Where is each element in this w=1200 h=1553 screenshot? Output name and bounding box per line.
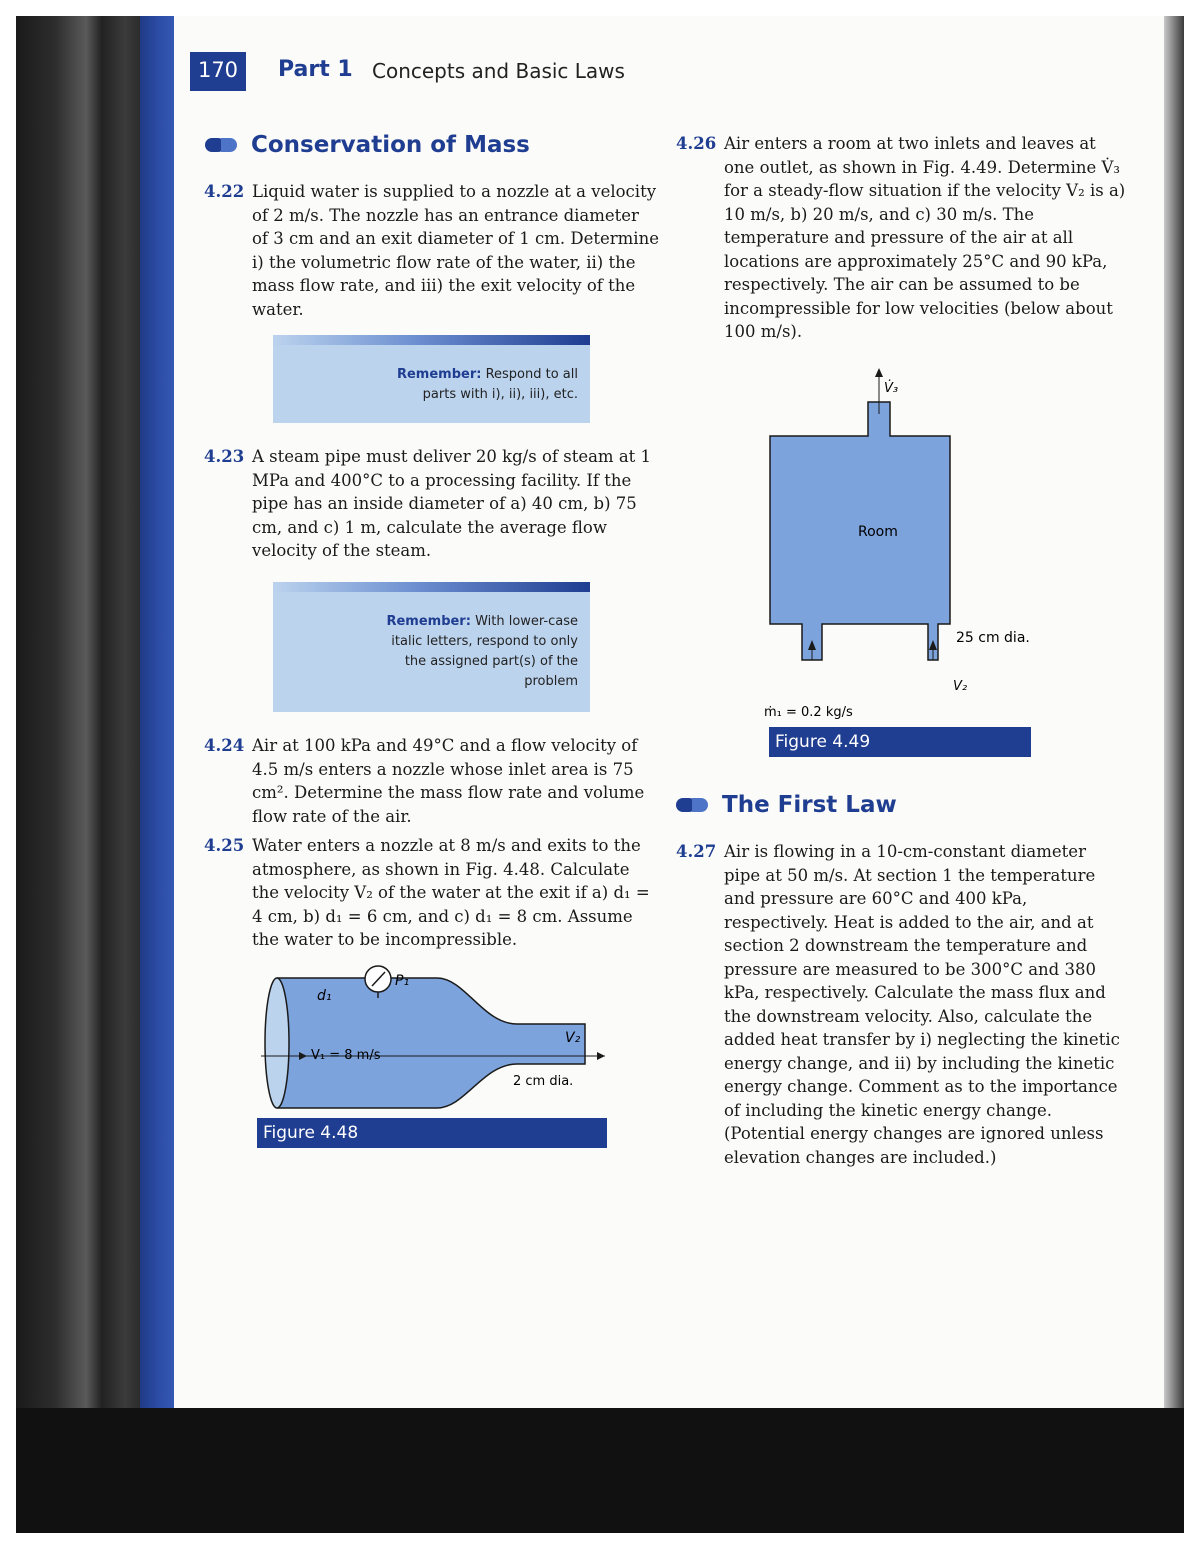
scan-bottom-area bbox=[16, 1408, 1184, 1533]
section-title: The First Law bbox=[722, 792, 897, 818]
problem-number: 4.22 bbox=[204, 182, 245, 201]
remember-callout-1 bbox=[273, 345, 590, 423]
section-bullet-icon bbox=[205, 138, 243, 152]
figure-caption-4-48: Figure 4.48 bbox=[257, 1118, 607, 1148]
problem-4-23 bbox=[204, 445, 659, 563]
label-d1: d₁ bbox=[317, 988, 332, 1004]
figure-4-48-nozzle bbox=[255, 960, 615, 1120]
remember-label: Remember: bbox=[396, 367, 482, 382]
problem-number: 4.26 bbox=[676, 134, 717, 153]
label-v3: V̇₃ bbox=[884, 381, 899, 396]
callout-bar bbox=[273, 582, 590, 592]
exit-arrow-icon bbox=[597, 1052, 605, 1060]
page-number: 170 bbox=[190, 52, 246, 88]
page-blue-edge bbox=[140, 16, 174, 1411]
problem-number: 4.25 bbox=[204, 836, 245, 855]
part-title: Concepts and Basic Laws bbox=[372, 59, 625, 83]
problem-4-25 bbox=[204, 834, 659, 952]
label-v2: V₂ bbox=[565, 1030, 581, 1046]
label-exit-diameter: 2 cm dia. bbox=[513, 1074, 574, 1089]
nozzle-inlet-face bbox=[265, 978, 289, 1108]
problem-text: Water enters a nozzle at 8 m/s and exits to the atmosphere, as shown in Fig. 4.48. Calculate the velocity V₂ of the water at the exit if a) d₁ = 4 cm, b) d₁ = 6 cm, and c) d₁ = 8 cm. Assume the water to be incompressible. bbox=[252, 836, 650, 949]
problem-text: Air at 100 kPa and 49°C and a flow velocity of 4.5 m/s enters a nozzle whose inlet area is 75 cm². Determine the mass flow rate and volume flow rate of the air. bbox=[252, 736, 645, 826]
problem-text: Air is flowing in a 10-cm-constant diameter pipe at 50 m/s. At section 1 the temperature and pressure are 60°C and 400 kPa, respectively. Heat is added to the air, and at section 2 downstream the temperature and pressure are measured to be 300°C and 380 kPa, respectively. Calculate the mass flux and the downstream velocity. Also, calculate the added heat transfer by i) neglecting the kinetic energy change, and ii) by including the kinetic energy change. Comment as to the importance of including the kinetic energy change. (Potential energy changes are ignored unless elevation changes are included.) bbox=[724, 842, 1120, 1167]
callout-bar bbox=[273, 335, 590, 345]
remember-text: Respond to all parts with i), ii), iii), etc. bbox=[422, 367, 578, 402]
problem-text: A steam pipe must deliver 20 kg/s of steam at 1 MPa and 400°C to a processing facility. If the pipe has an inside diameter of a) 40 cm, b) 75 cm, and c) 1 m, calculate the average flow velocity of the steam. bbox=[252, 447, 652, 560]
remember-callout-2 bbox=[273, 592, 590, 712]
problem-number: 4.27 bbox=[676, 842, 717, 861]
label-diameter: 25 cm dia. bbox=[956, 630, 1030, 646]
label-room: Room bbox=[858, 524, 898, 540]
figure-caption-4-49: Figure 4.49 bbox=[769, 727, 1031, 757]
remember-label: Remember: bbox=[386, 614, 471, 629]
problem-text: Air enters a room at two inlets and leaves at one outlet, as shown in Fig. 4.49. Determine V̇₃ for a steady-flow situation if the velocity V₂ is a) 10 m/s, b) 20 m/s, and c) 30 m/s. The temperature and pressure of the air at all locations are approximately 25°C and 90 kPa, respectively. The air can be assumed to be incompressible for low velocities (below about 100 m/s). bbox=[724, 134, 1126, 341]
problem-text: Liquid water is supplied to a nozzle at a velocity of 2 m/s. The nozzle has an entrance diameter of 3 cm and an exit diameter of 1 cm. Determine i) the volumetric flow rate of the water, ii) the mass flow rate, and iii) the exit velocity of the water. bbox=[252, 182, 659, 319]
outlet-arrow-icon bbox=[875, 368, 883, 377]
problem-4-24 bbox=[204, 734, 659, 828]
problem-4-26 bbox=[676, 132, 1126, 344]
section-heading-first-law bbox=[676, 792, 897, 818]
label-v1: V₁ = 8 m/s bbox=[311, 1048, 381, 1063]
header-rule bbox=[190, 88, 246, 91]
label-p1: P₁ bbox=[395, 973, 410, 989]
scan-border-left bbox=[0, 0, 16, 1553]
scan-border-right bbox=[1184, 0, 1200, 1553]
section-heading-mass bbox=[205, 132, 530, 158]
problem-number: 4.24 bbox=[204, 736, 245, 755]
label-m1: ṁ₁ = 0.2 kg/s bbox=[764, 705, 853, 720]
remember-text: With lower-case italic letters, respond to only the assigned part(s) of the problem bbox=[391, 614, 578, 689]
part-label: Part 1 bbox=[278, 57, 353, 82]
right-edge-shadow bbox=[1164, 16, 1184, 1408]
label-v2: V₂ bbox=[953, 679, 968, 694]
section-title: Conservation of Mass bbox=[251, 132, 530, 158]
figure-4-49-room bbox=[760, 360, 1040, 730]
section-bullet-icon bbox=[676, 798, 714, 812]
problem-4-27 bbox=[676, 840, 1126, 1169]
problem-number: 4.23 bbox=[204, 447, 245, 466]
problem-4-22 bbox=[204, 180, 659, 321]
